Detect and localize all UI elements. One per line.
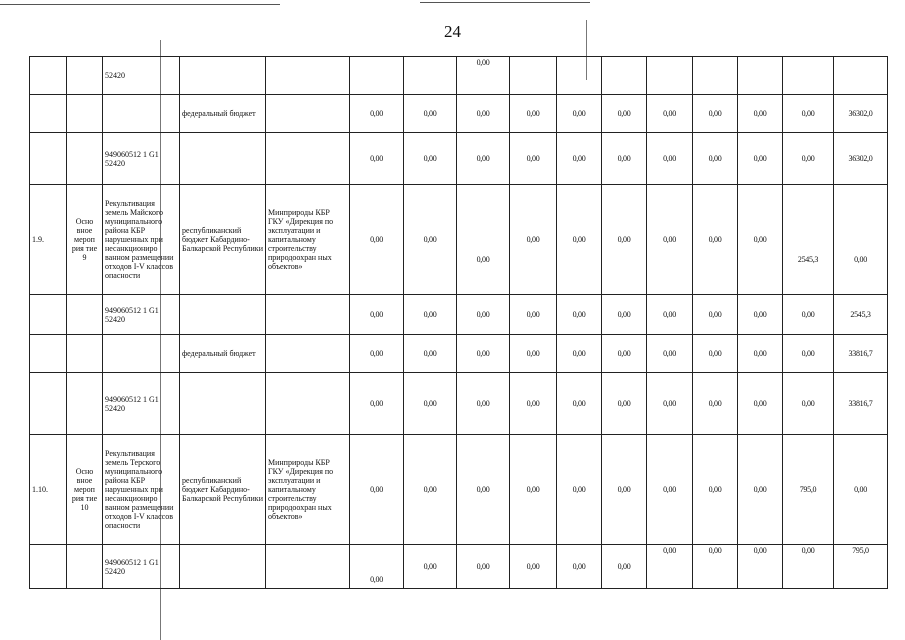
value-cell: 0,00: [350, 335, 404, 373]
value-cell: 0,00: [783, 133, 834, 185]
value-cell: 0,00: [457, 185, 510, 295]
value-cell: 0,00: [602, 373, 647, 435]
table-row: [30, 545, 888, 589]
value-cell: 0,00: [693, 435, 738, 545]
value-cell: 0,00: [602, 95, 647, 133]
scan-mark-top-right: [420, 2, 590, 3]
activity-description: Рекультивация земель Майского муниципального района КБР нарушенных при несанкциониро ванном размещении отходов I-V классов опасности: [103, 185, 180, 295]
activity-index: 1.9.: [30, 185, 67, 295]
value-cell: 0,00: [457, 57, 510, 95]
value-cell: 0,00: [693, 185, 738, 295]
funding-source-cell: республиканский бюджет Кабардино-Балкарской Республики: [180, 435, 266, 545]
value-cell: 0,00: [783, 295, 834, 335]
activity-kind: Осно вное мероп рия тие 9: [67, 185, 103, 295]
budget-code-cell: 949060512 1 G1 52420: [103, 545, 180, 589]
value-cell: 0,00: [602, 335, 647, 373]
table-row: [30, 335, 888, 373]
value-cell: 0,00: [602, 133, 647, 185]
value-cell: 0,00: [834, 435, 888, 545]
value-cell: 0,00: [510, 335, 557, 373]
value-cell: 0,00: [783, 545, 834, 589]
value-cell: 0,00: [457, 435, 510, 545]
value-cell: 0,00: [557, 185, 602, 295]
table-row: [30, 185, 888, 295]
value-cell: 0,00: [693, 95, 738, 133]
value-cell: 795,0: [834, 545, 888, 589]
value-cell: 0,00: [404, 95, 457, 133]
table-row: [30, 133, 888, 185]
value-cell: 0,00: [834, 185, 888, 295]
funding-source-cell: республиканский бюджет Кабардино-Балкарской Республики: [180, 185, 266, 295]
value-cell: 0,00: [510, 295, 557, 335]
value-cell: 0,00: [457, 295, 510, 335]
value-cell: 0,00: [457, 373, 510, 435]
table-row: [30, 57, 888, 95]
value-cell: 0,00: [350, 295, 404, 335]
value-cell: 0,00: [738, 185, 783, 295]
value-cell: 0,00: [457, 335, 510, 373]
table-row: [30, 295, 888, 335]
value-cell: 0,00: [647, 373, 693, 435]
value-cell: 0,00: [602, 435, 647, 545]
value-cell: 0,00: [457, 95, 510, 133]
value-cell: 0,00: [350, 133, 404, 185]
value-cell: 0,00: [693, 373, 738, 435]
value-cell: 0,00: [404, 295, 457, 335]
scan-mark-top-left: [0, 4, 280, 5]
value-cell: 0,00: [404, 545, 457, 589]
budget-code-cell: 949060512 1 G1 52420: [103, 133, 180, 185]
value-cell: 0,00: [602, 295, 647, 335]
value-cell: 0,00: [738, 373, 783, 435]
value-cell: 0,00: [738, 95, 783, 133]
value-cell: 0,00: [404, 185, 457, 295]
budget-code-cell: 52420: [103, 57, 180, 95]
value-cell: 36302,0: [834, 133, 888, 185]
executor-cell: Минприроды КБР ГКУ «Дирекция по эксплуатации и капитальному строительству природоохран ных объектов»: [266, 435, 350, 545]
value-cell: 0,00: [738, 295, 783, 335]
value-cell: 0,00: [557, 95, 602, 133]
value-cell: 33816,7: [834, 335, 888, 373]
value-cell: 0,00: [738, 545, 783, 589]
funding-source-cell: федеральный бюджет: [180, 95, 266, 133]
value-cell: 0,00: [738, 335, 783, 373]
value-cell: 0,00: [557, 373, 602, 435]
value-cell: 0,00: [557, 335, 602, 373]
value-cell: 0,00: [693, 295, 738, 335]
value-cell: 0,00: [557, 435, 602, 545]
activity-index: 1.10.: [30, 435, 67, 545]
table-row: [30, 95, 888, 133]
page-number: 24: [444, 22, 461, 41]
value-cell: 2545,3: [834, 295, 888, 335]
value-cell: 0,00: [647, 185, 693, 295]
value-cell: 0,00: [350, 95, 404, 133]
value-cell: 0,00: [738, 435, 783, 545]
value-cell: 0,00: [457, 133, 510, 185]
value-cell: 0,00: [510, 133, 557, 185]
activity-description: Рекультивация земель Терского муниципального района КБР нарушенных при несанкциониро ванном размещении отходов I-V классов опасности: [103, 435, 180, 545]
value-cell: 0,00: [693, 545, 738, 589]
value-cell: 0,00: [350, 545, 404, 589]
value-cell: 0,00: [647, 133, 693, 185]
value-cell: 0,00: [783, 95, 834, 133]
funding-source-cell: федеральный бюджет: [180, 335, 266, 373]
value-cell: 0,00: [510, 185, 557, 295]
value-cell: 0,00: [510, 95, 557, 133]
budget-code-cell: 949060512 1 G1 52420: [103, 295, 180, 335]
value-cell: 0,00: [783, 373, 834, 435]
value-cell: 0,00: [783, 335, 834, 373]
value-cell: 0,00: [602, 545, 647, 589]
value-cell: 33816,7: [834, 373, 888, 435]
value-cell: 0,00: [693, 133, 738, 185]
table-row: [30, 435, 888, 545]
value-cell: 0,00: [510, 435, 557, 545]
value-cell: 0,00: [510, 373, 557, 435]
value-cell: 0,00: [404, 373, 457, 435]
value-cell: 0,00: [510, 545, 557, 589]
value-cell: 0,00: [557, 545, 602, 589]
value-cell: 0,00: [647, 335, 693, 373]
value-cell: 0,00: [647, 295, 693, 335]
value-cell: 0,00: [350, 185, 404, 295]
value-cell: 2545,3: [783, 185, 834, 295]
value-cell: 0,00: [404, 335, 457, 373]
value-cell: 0,00: [647, 95, 693, 133]
value-cell: 0,00: [738, 133, 783, 185]
value-cell: 0,00: [350, 373, 404, 435]
value-cell: 36302,0: [834, 95, 888, 133]
activity-kind: Осно вное мероп рия тие 10: [67, 435, 103, 545]
budget-table: [29, 56, 888, 589]
value-cell: 0,00: [693, 335, 738, 373]
value-cell: 0,00: [557, 295, 602, 335]
executor-cell: Минприроды КБР ГКУ «Дирекция по эксплуатации и капитальному строительству природоохран ных объектов»: [266, 185, 350, 295]
table-row: [30, 373, 888, 435]
budget-code-cell: 949060512 1 G1 52420: [103, 373, 180, 435]
value-cell: 0,00: [557, 133, 602, 185]
value-cell: 795,0: [783, 435, 834, 545]
value-cell: 0,00: [404, 435, 457, 545]
value-cell: 0,00: [404, 133, 457, 185]
value-cell: 0,00: [457, 545, 510, 589]
value-cell: 0,00: [647, 435, 693, 545]
value-cell: 0,00: [602, 185, 647, 295]
value-cell: 0,00: [647, 545, 693, 589]
value-cell: 0,00: [350, 435, 404, 545]
